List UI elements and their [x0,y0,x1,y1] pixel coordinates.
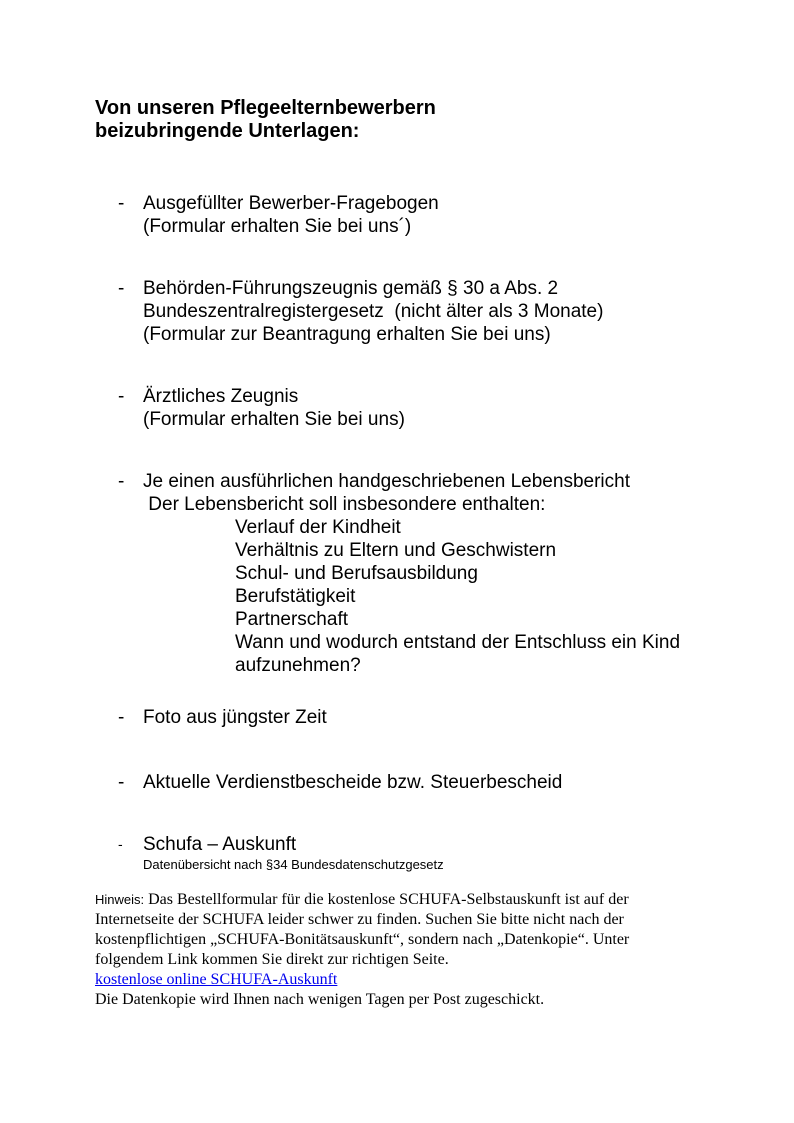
bullet-dash: - [118,386,125,407]
title-line: beizubringende Unterlagen: [95,120,360,142]
sublist-line: Berufstätigkeit [235,586,356,607]
sublist-line: aufzunehmen? [235,655,361,676]
schufa-link[interactable]: kostenlose online SCHUFA-Auskunft [95,971,338,988]
sublist-line: Verlauf der Kindheit [235,517,401,538]
title-line: Von unseren Pflegeelternbewerbern [95,97,436,119]
sublist-line: Partnerschaft [235,609,348,630]
note-line [95,890,754,910]
sublist-line: Wann und wodurch entstand der Entschluss ein Kind [235,632,681,653]
item-line: Aktuelle Verdienstbescheide bzw. Steuerbescheid [143,772,563,793]
item-line: Je einen ausführlichen handgeschriebenen Lebensbericht [143,471,630,492]
bullet-dash: - [118,278,125,299]
note-line: Internetseite der SCHUFA leider schwer zu finden. Suchen Sie bitte nicht nach der [95,911,624,928]
note-text: Das Bestellformular für die kostenlose SCHUFA-Selbstauskunft ist auf der [144,891,629,908]
item-line: (Formular erhalten Sie bei uns´) [143,216,412,237]
note-line: kostenpflichtigen „SCHUFA-Bonitätsauskunft“, sondern nach „Datenkopie“. Unter [95,931,630,948]
item-line: (Formular erhalten Sie bei uns) [143,409,405,430]
note-label: Hinweis: [95,892,145,907]
item-line: Behörden-Führungszeugnis gemäß § 30 a Abs. 2 [143,278,559,299]
item-subtext: Datenübersicht nach §34 Bundesdatenschutzgesetz [143,857,444,872]
item-line: Ausgefüllter Bewerber-Fragebogen [143,193,439,214]
list-item-fragebogen [95,192,754,238]
bullet-dash: - [118,193,125,214]
note-link-line [95,970,754,990]
item-line: Bundeszentralregistergesetz (nicht älter als 3 Monate) [143,301,604,322]
note-paragraph [95,890,754,1010]
item-line: (Formular zur Beantragung erhalten Sie bei uns) [143,324,551,345]
bullet-dash: - [118,707,125,728]
item-line: Ärztliches Zeugnis [143,386,299,407]
sublist-line: Verhältnis zu Eltern und Geschwistern [235,540,557,561]
item-line: Der Lebensbericht soll insbesondere enthalten: [143,494,546,515]
list-item-foto [95,706,754,729]
bullet-dash: - [118,836,123,852]
bullet-dash: - [118,772,125,793]
checklist [95,192,754,874]
note-line: folgendem Link kommen Sie direkt zur richtigen Seite. [95,951,449,968]
page-title [95,97,754,143]
list-item-aerztliches-zeugnis [95,385,754,431]
list-item-verdienstbescheide [95,771,754,794]
bullet-dash: - [118,471,125,492]
list-item-schufa [95,833,754,874]
sublist-line: Schul- und Berufsausbildung [235,563,478,584]
list-item-fuehrungszeugnis [95,277,754,346]
note-line: Die Datenkopie wird Ihnen nach wenigen Tagen per Post zugeschickt. [95,991,545,1008]
item-line: Foto aus jüngster Zeit [143,707,327,728]
item-line: Schufa – Auskunft [143,834,297,855]
list-item-lebensbericht [95,470,754,677]
